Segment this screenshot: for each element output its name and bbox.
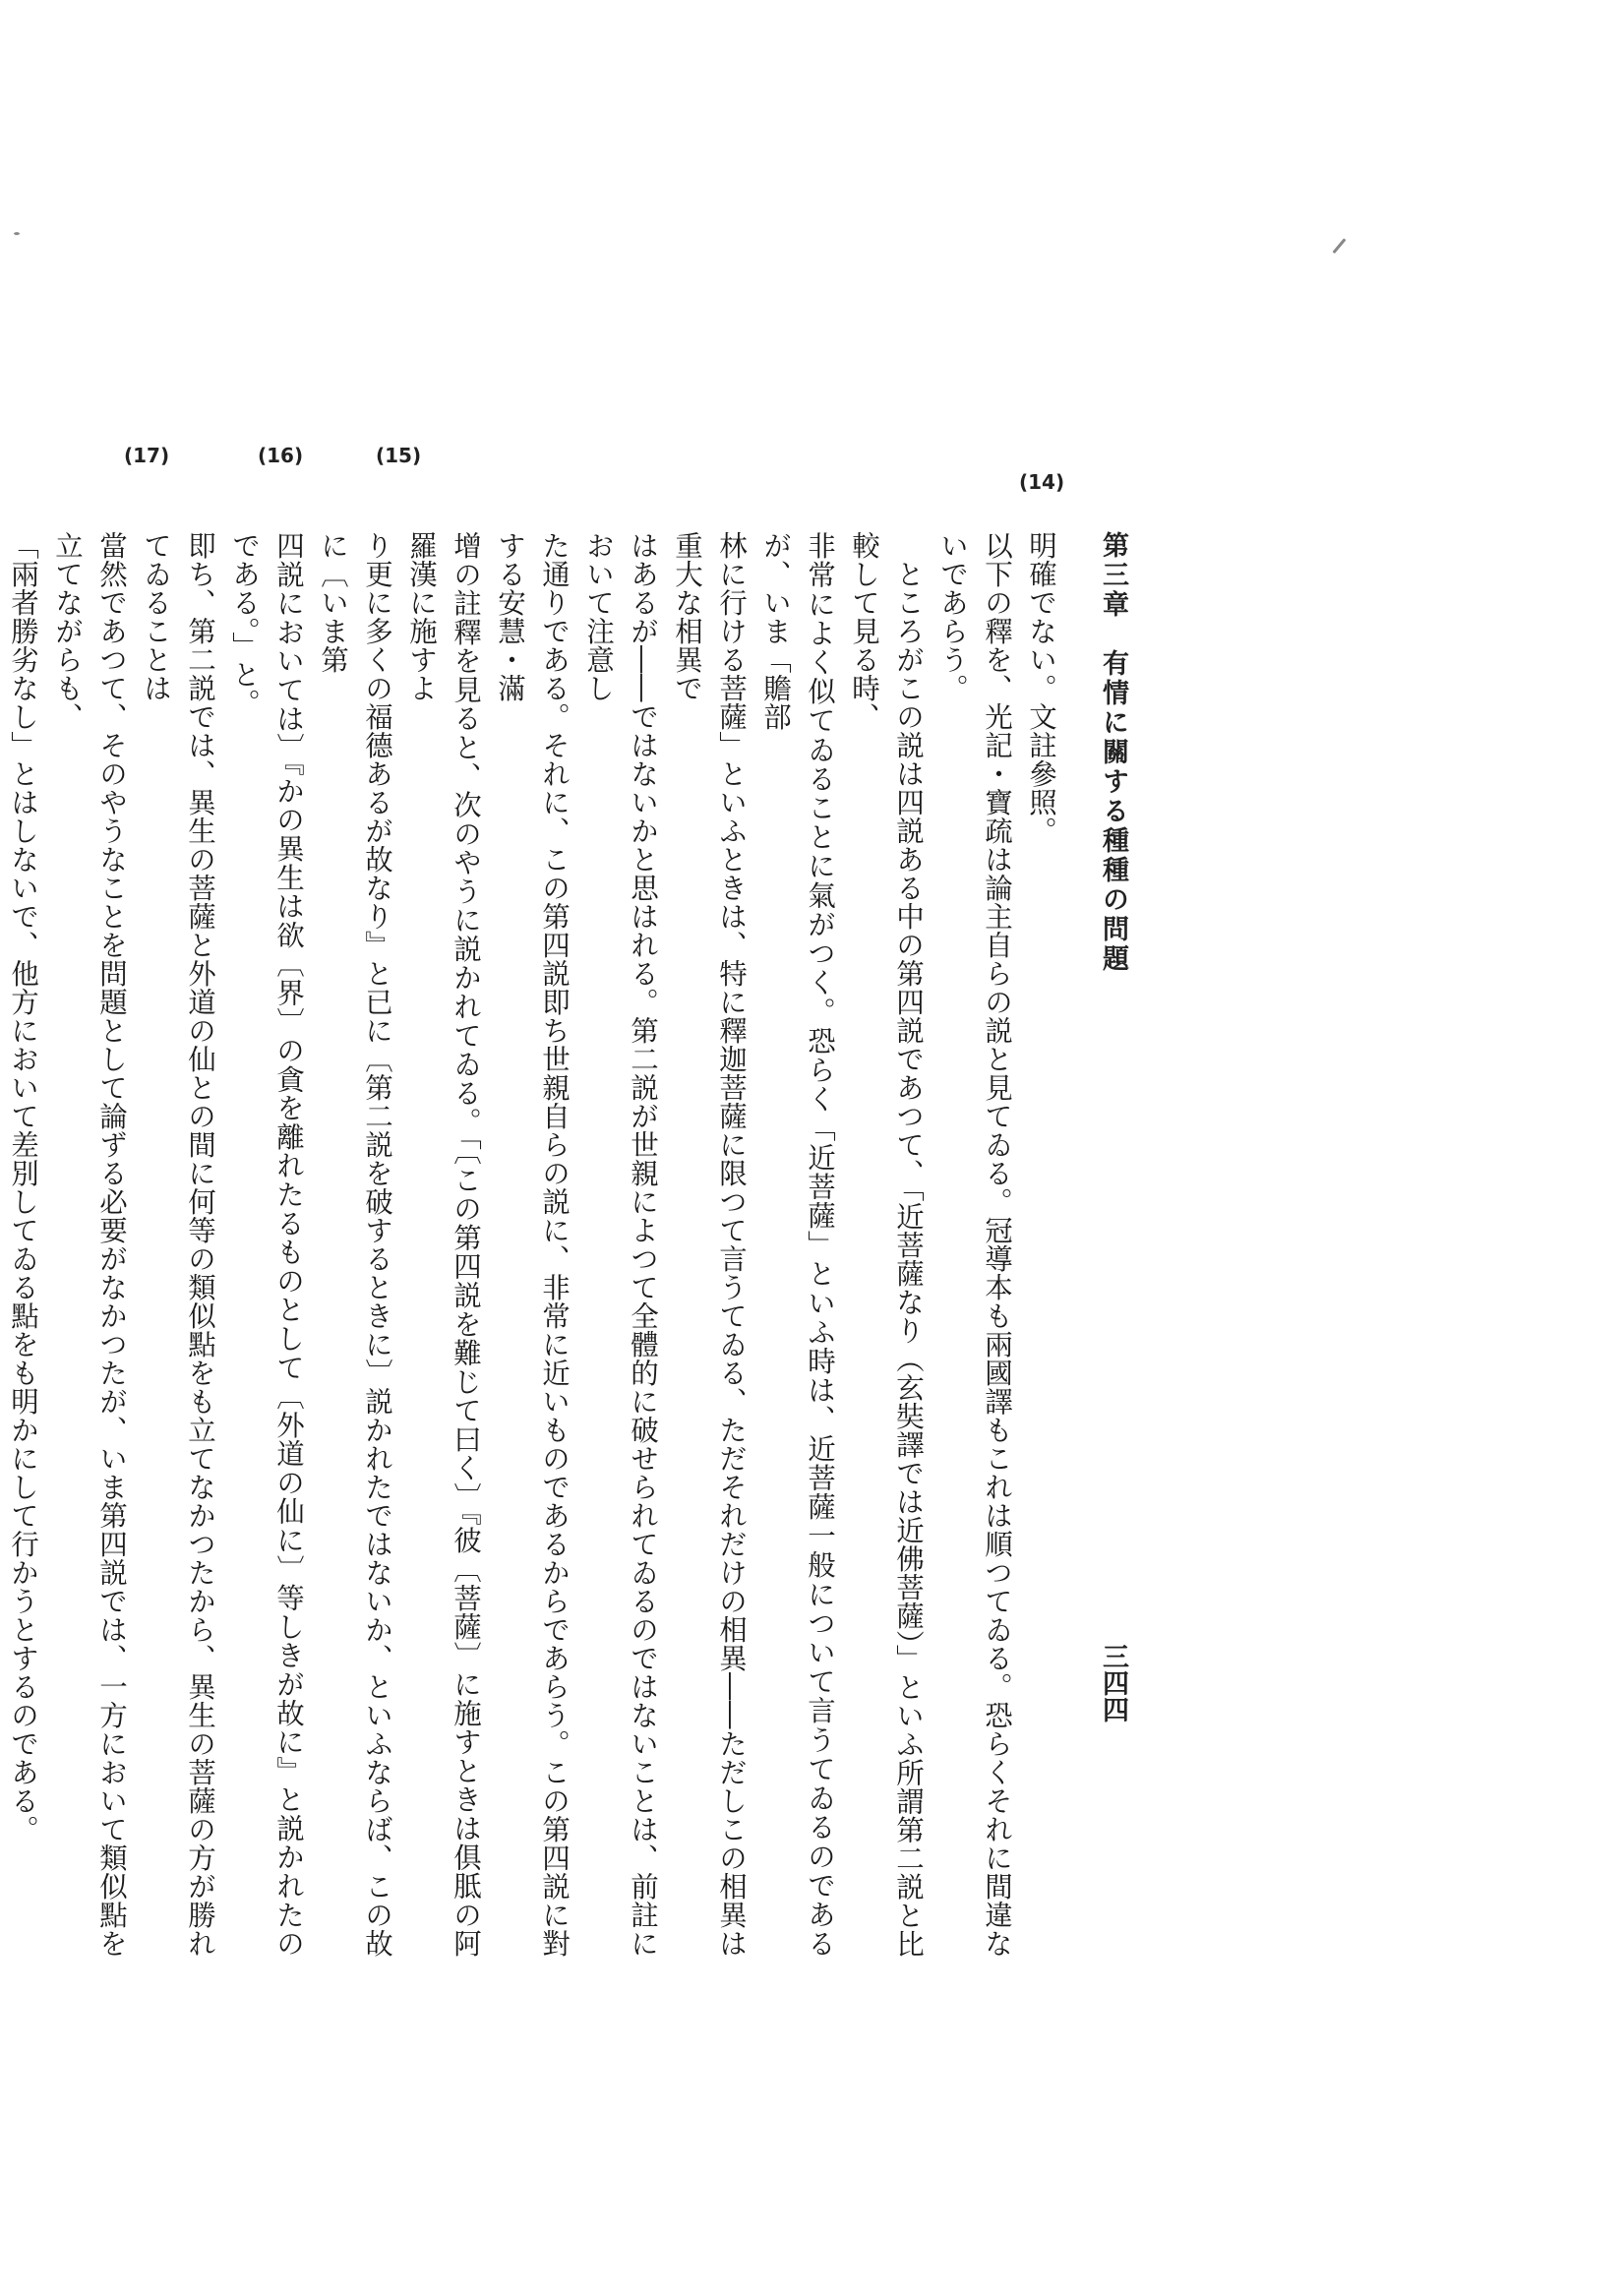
scan-speck (14, 232, 20, 235)
note-line: 以下の釋を、光記・寶疏は論主自らの説と見てゐる。冠導本も兩國譯もこれは順つてゐる。恐らくそれに間違ないであらう。 (936, 531, 1013, 1958)
chapter-header-title: 第三章 有情に關する種種の問題 (1098, 531, 1128, 974)
note-marker-14: (14) (1019, 470, 1065, 494)
note-line: はあるが――ではないかと思はれる。第二説が世親によつて全體的に破せられてゐるのではないことは、前註において注意し (582, 531, 659, 1958)
note-line: 當然であつて、そのやうなことを問題として論ずる必要がなかつたが、いま第四説では、一方において類似點を立てながらも、 (51, 531, 128, 1958)
scan-speck (1333, 238, 1347, 254)
note-line: 非常によく似てゐることに氣がつく。恐らく「近菩薩」といふ時は、近菩薩一般について言うてゐるのであるが、いま「贍部 (759, 531, 836, 1958)
note-line: た通りである。それに、この第四説即ち世親自らの説に、非常に近いものであるからであらう。この第四説に對する安慧・滿 (494, 531, 571, 1958)
note-line: 增の註釋を見ると、次のやうに説かれてゐる。「〔この第四説を難じて曰く〕『彼〔菩薩〕に施すときは俱胝の阿羅漢に施すよ (405, 531, 482, 1959)
note-marker-15: (15) (376, 444, 422, 467)
note-line: ところがこの説は四説ある中の第四説であつて、「近菩薩なり（玄奘譯では近佛菩薩）」といふ所謂第二説と比較して見る時、 (848, 531, 925, 1958)
note-marker-16: (16) (258, 444, 304, 467)
note-line: 四説においては〕『かの異生は欲〔界〕の貪を離れたるものとして〔外道の仙に〕等しきが故に』と説かれたのである。」と。 (228, 531, 305, 1958)
note-line: 林に行ける菩薩」といふときは、特に釋迦菩薩に限つて言うてゐる、ただそれだけの相異――ただしこの相異は重大な相異で (671, 531, 748, 1958)
note-line: り更に多くの福德あるが故なり』と已に〔第二説を破するときに〕説かれたではないか、といふならば、この故に〔いま第 (317, 531, 393, 1958)
note-line: 明確でない。文註參照。 (1025, 531, 1057, 845)
note-marker-17: (17) (124, 444, 170, 467)
footnote-text-block (0, 531, 1063, 1958)
note-line (0, 531, 1, 1958)
note-line: 「兩者勝劣なし」とはしないで、他方において差別してゐる點をも明かにして行かうとするのである。 (7, 531, 39, 1843)
note-line: 即ち、第二説では、異生の菩薩と外道の仙との間に何等の類似點をも立てなかつたから、異生の菩薩の方が勝れてゐることは (140, 531, 216, 1958)
page-number: 三四四 (1098, 1643, 1128, 1722)
